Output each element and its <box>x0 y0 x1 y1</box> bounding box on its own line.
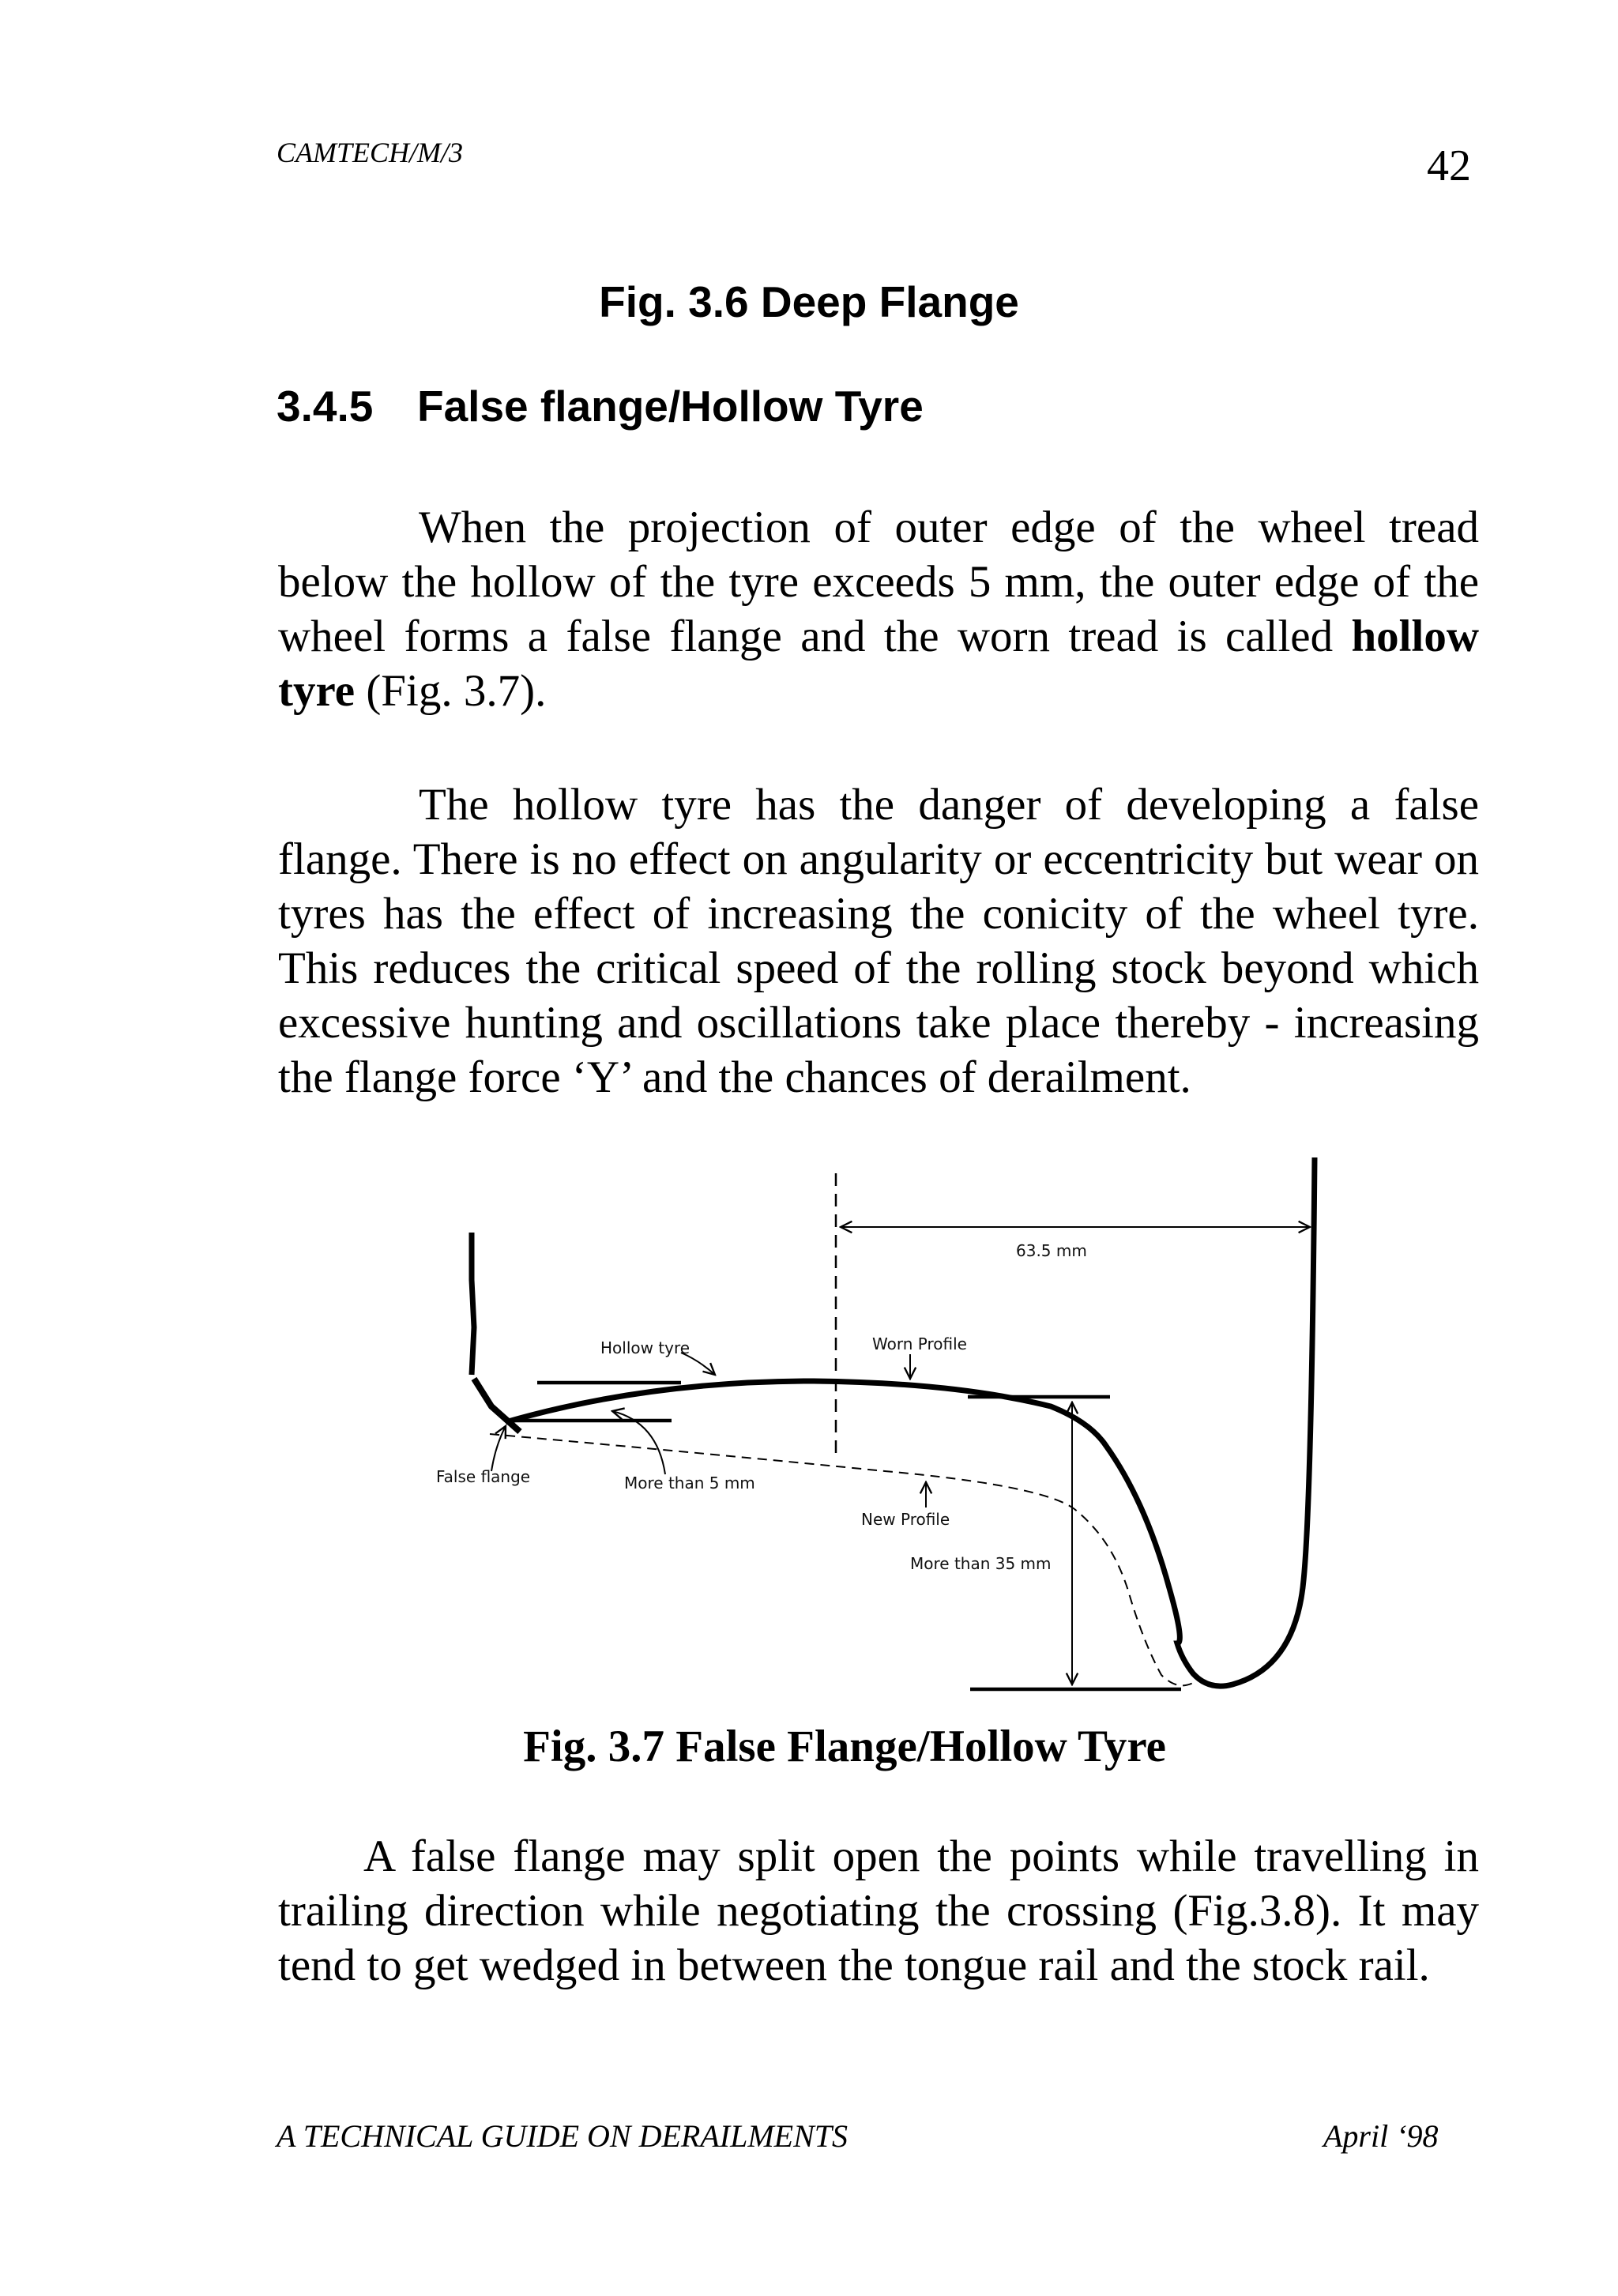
leader-false-flange <box>491 1426 506 1471</box>
paragraph-false-flange-points: A false flange may split open the points while travelling in trailing direction while negotiating the crossing (Fig.3.8). It may tend to get wedged in between the tongue rail and the stock rail. <box>278 1831 1479 1990</box>
label-63-5-mm: 63.5 mm <box>1016 1241 1087 1260</box>
label-hollow-tyre: Hollow tyre <box>600 1338 690 1357</box>
footer-date: April ‘98 <box>1323 2118 1439 2154</box>
label-more-than-35-mm: More than 35 mm <box>910 1554 1052 1573</box>
paragraph-hollow-tyre-danger: The hollow tyre has the danger of developing a false flange. There is no effect on angularity or eccentricity but wear on tyres has the effect of increasing the conicity of the wheel tyre. This reduces the critical speed of the rolling stock beyond which excessive hunting and oscillations take place thereby - increasing the flange force ‘Y’ and the chances of derailment. <box>278 780 1479 1102</box>
paragraph-text: When the projection of outer edge of the wheel tread below the hollow of the tyre exceeds 5 mm, the outer edge of the wheel forms a false flange and the worn tread is called <box>278 502 1479 661</box>
section-title: False flange/Hollow Tyre <box>417 382 924 431</box>
document-code: CAMTECH/M/3 <box>277 137 464 168</box>
paragraph-text: (Fig. 3.7). <box>355 666 547 716</box>
label-false-flange: False flange <box>436 1467 531 1486</box>
label-new-profile: New Profile <box>861 1510 950 1529</box>
section-number: 3.4.5 <box>277 382 374 431</box>
figure-3-7-caption: Fig. 3.7 False Flange/Hollow Tyre <box>523 1722 1166 1771</box>
footer-title: A TECHNICAL GUIDE ON DERAILMENTS <box>277 2118 849 2154</box>
label-more-than-5-mm: More than 5 mm <box>624 1474 755 1492</box>
page-number: 42 <box>1427 141 1471 190</box>
left-edge-line <box>472 1233 474 1375</box>
bold-term-hollow-tyre: hollow tyre <box>278 612 1479 716</box>
figure-3-6-caption: Fig. 3.6 Deep Flange <box>599 277 1019 326</box>
new-profile-dashed-curve <box>490 1434 1193 1685</box>
false-flange-tip <box>474 1379 520 1432</box>
label-worn-profile: Worn Profile <box>872 1334 967 1353</box>
